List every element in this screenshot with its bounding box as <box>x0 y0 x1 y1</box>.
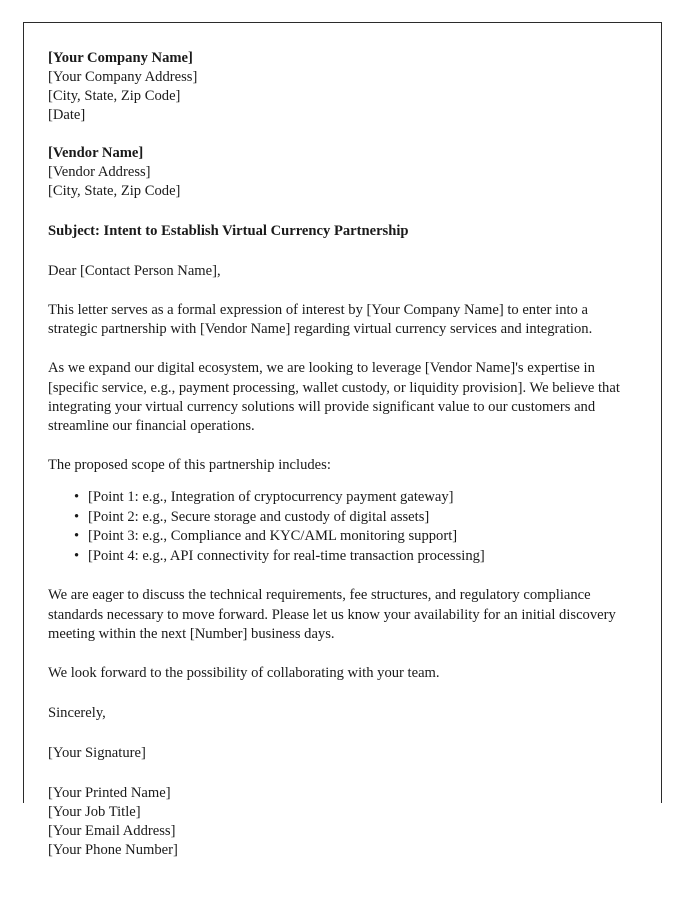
paragraph-looking-forward: We look forward to the possibility of collaborating with your team. <box>48 665 440 682</box>
scope-list <box>48 488 634 566</box>
signatory-details-block <box>48 784 634 860</box>
address-spacer <box>48 125 634 144</box>
list-item: • [Point 2: e.g., Secure storage and custody of digital assets] <box>88 508 634 528</box>
sender-company-name: [Your Company Name] <box>48 50 193 66</box>
signatory-email-address: [Your Email Address] <box>48 823 176 840</box>
recipient-address-block <box>48 144 634 201</box>
valediction: Sincerely, <box>48 705 106 722</box>
signatory-printed-name: [Your Printed Name] <box>48 785 171 802</box>
signatory-phone-number: [Your Phone Number] <box>48 842 178 859</box>
paragraph-scope-lead-in: The proposed scope of this partnership includes: <box>48 457 331 474</box>
sender-address-block <box>48 49 634 125</box>
sender-company-address: [Your Company Address] <box>48 69 198 85</box>
recipient-vendor-name: [Vendor Name] <box>48 145 144 161</box>
paragraph-next-steps: We are eager to discuss the technical requirements, fee structures, and regulatory compliance standards necessary to move forward. Please let us know your availability for an initial discovery meeting within the next [Number] business days. <box>48 587 616 642</box>
list-item: • [Point 4: e.g., API connectivity for real-time transaction processing] <box>88 547 634 567</box>
paragraph-intro: This letter serves as a formal expression of interest by [Your Company Name] to enter into a strategic partnership with [Vendor Name] regarding virtual currency services and integration. <box>48 302 593 338</box>
salutation: Dear [Contact Person Name], <box>48 263 221 279</box>
recipient-vendor-address: [Vendor Address] <box>48 164 151 180</box>
signature-placeholder: [Your Signature] <box>48 745 146 762</box>
letter-content <box>48 49 634 860</box>
subject-line: Subject: Intent to Establish Virtual Currency Partnership <box>48 223 409 239</box>
list-item: • [Point 3: e.g., Compliance and KYC/AML monitoring support] <box>88 527 634 547</box>
paragraph-expertise: As we expand our digital ecosystem, we are looking to leverage [Vendor Name]'s expertise in [specific service, e.g., payment processing, wallet custody, or liquidity provision]. We believe that integrating your virtual currency solutions will provide significant value to our customers and streamline our financial operations. <box>48 360 620 435</box>
document-page <box>23 22 662 859</box>
signatory-job-title: [Your Job Title] <box>48 804 141 821</box>
list-item: • [Point 1: e.g., Integration of cryptocurrency payment gateway] <box>88 488 634 508</box>
sender-city-state-zip: [City, State, Zip Code] <box>48 88 181 104</box>
recipient-city-state-zip: [City, State, Zip Code] <box>48 183 181 199</box>
letter-date: [Date] <box>48 107 86 123</box>
